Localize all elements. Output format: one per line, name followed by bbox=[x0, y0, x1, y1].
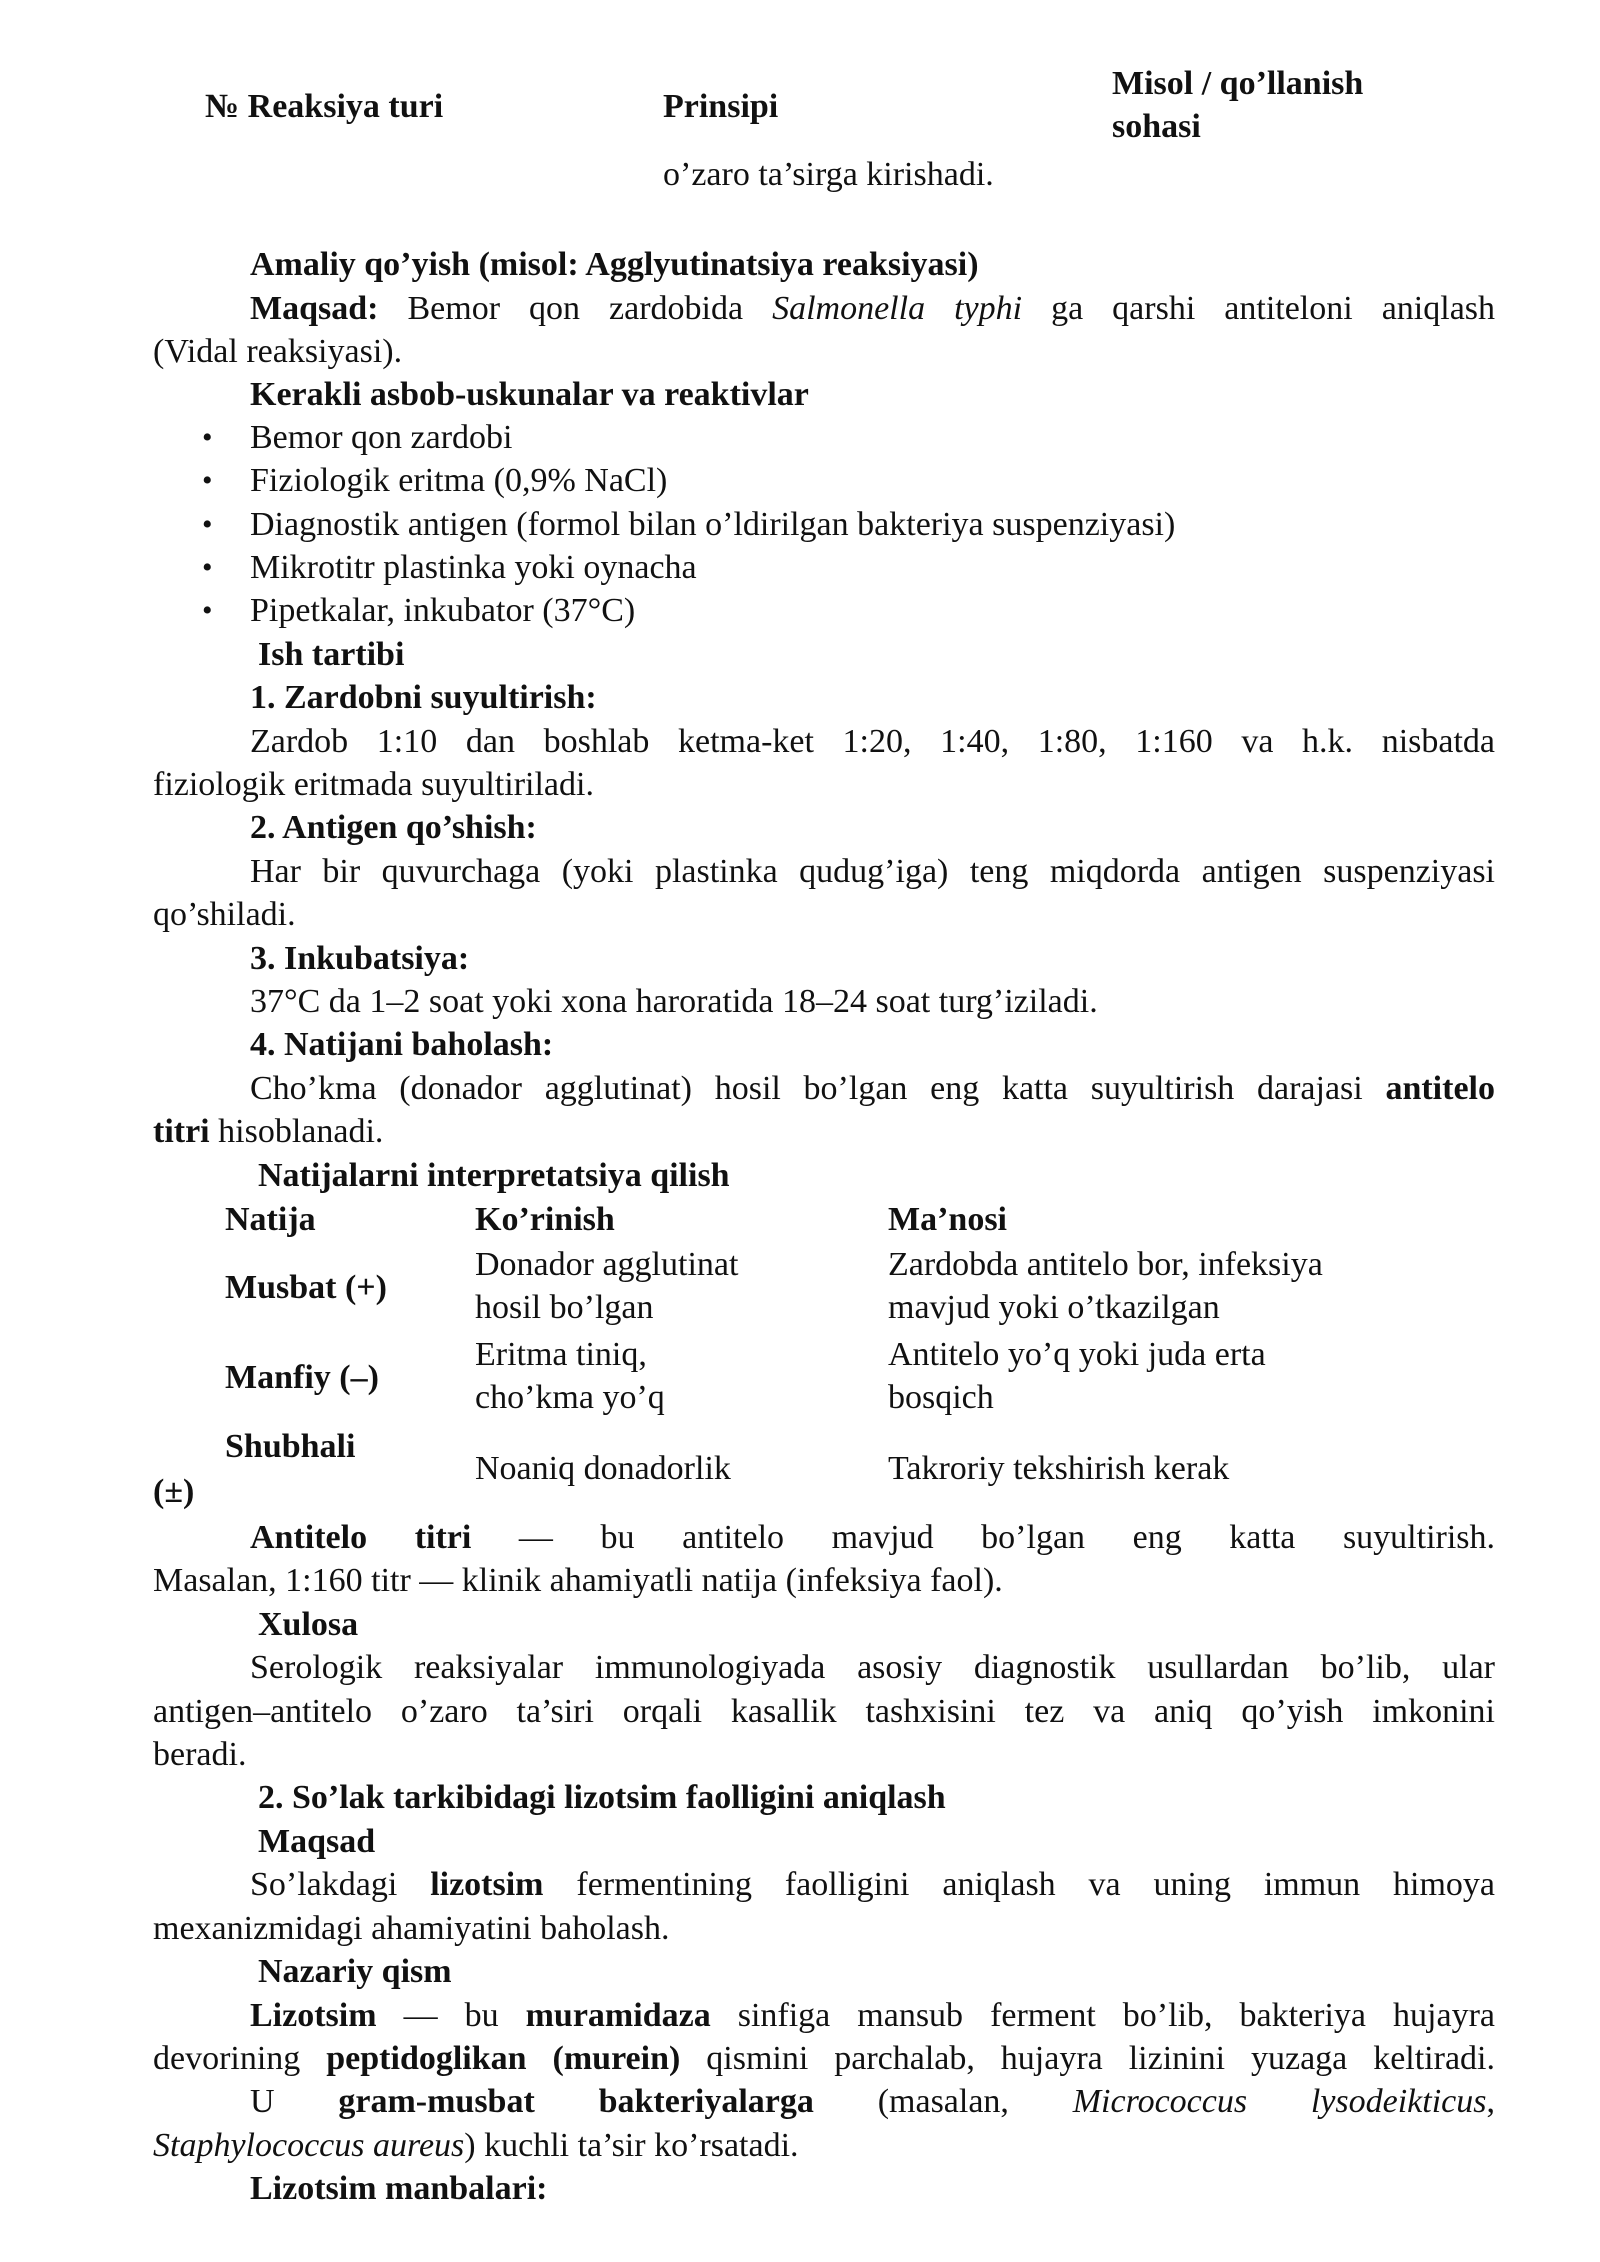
step2-title: 2. Antigen qo’shish: bbox=[250, 809, 537, 846]
table-header-reaction-type: № Reaksiya turi bbox=[205, 88, 444, 125]
aim-paragraph-line1: Maqsad: Bemor qon zardobida Salmonella typhi ga qarshi antiteloni aniqlash bbox=[250, 290, 1496, 327]
interp-row-positive-result: Musbat (+) bbox=[225, 1269, 387, 1306]
interp-row-positive-meaning: Zardobda antitelo bor, infeksiya bbox=[888, 1246, 1323, 1283]
theory-line2: devorining peptidoglikan (murein) qismini parchalab, hujayra lizinini yuzaga keltiradi. bbox=[153, 2040, 1495, 2077]
interp-row-negative-result: Manfiy (–) bbox=[225, 1359, 379, 1396]
materials-item: • Diagnostik antigen (formol bilan o’ldirilgan bakteriya suspenziyasi) bbox=[250, 503, 1175, 546]
interp-row-doubtful-view: Noaniq donadorlik bbox=[475, 1450, 731, 1487]
conclusion-line1: Serologik reaksiyalar immunologiyada asosiy diagnostik usullardan bo’lib, ular bbox=[250, 1649, 1495, 1686]
interp-header-meaning: Ma’nosi bbox=[888, 1201, 1007, 1238]
step4-text-line2: titri hisoblanadi. bbox=[153, 1113, 384, 1150]
practical-heading: Amaliy qo’yish (misol: Agglyutinatsiya reaksiyasi) bbox=[250, 246, 979, 283]
interpretation-heading: Natijalarni interpretatsiya qilish bbox=[258, 1157, 730, 1194]
interp-row-doubtful-meaning: Takroriy tekshirish kerak bbox=[888, 1450, 1230, 1487]
materials-item: • Fiziologik eritma (0,9% NaCl) bbox=[250, 459, 667, 502]
step3-title: 3. Inkubatsiya: bbox=[250, 940, 470, 977]
interp-row-doubtful-result: (±) bbox=[153, 1473, 195, 1510]
step2-text-line2: qo’shiladi. bbox=[153, 896, 296, 933]
interp-header-view: Ko’rinish bbox=[475, 1201, 615, 1238]
step1-title: 1. Zardobni suyultirish: bbox=[250, 679, 597, 716]
step2-text-line1: Har bir quvurchaga (yoki plastinka qudug’iga) teng miqdorda antigen suspenziyasi bbox=[250, 853, 1495, 890]
aim-paragraph-line2: (Vidal reaksiyasi). bbox=[153, 333, 403, 370]
materials-item: • Pipetkalar, inkubator (37°C) bbox=[250, 589, 635, 632]
interp-row-negative-view: cho’kma yo’q bbox=[475, 1379, 665, 1416]
procedure-heading: Ish tartibi bbox=[258, 636, 405, 673]
table-header-principle: Prinsipi bbox=[663, 88, 779, 125]
conclusion-line3: beradi. bbox=[153, 1736, 247, 1773]
titre-definition-line1: Antitelo titri — bu antitelo mavjud bo’lgan eng katta suyultirish. bbox=[250, 1519, 1496, 1556]
lysozyme-sources-heading: Lizotsim manbalari: bbox=[250, 2170, 548, 2207]
theory-line3: U gram-musbat bakteriyalarga (masalan, Micrococcus lysodeikticus, bbox=[250, 2083, 1495, 2120]
step4-text-line1: Cho’kma (donador agglutinat) hosil bo’lgan eng katta suyultirish darajasi antitelo bbox=[250, 1070, 1495, 1107]
step1-text-line1: Zardob 1:10 dan boshlab ketma-ket 1:20, 1:40, 1:80, 1:160 va h.k. nisbatda bbox=[250, 723, 1495, 760]
interp-row-negative-view: Eritma tiniq, bbox=[475, 1336, 647, 1373]
table-header-example-line2: sohasi bbox=[1112, 108, 1201, 145]
titre-definition-line2: Masalan, 1:160 titr — klinik ahamiyatli natija (infeksiya faol). bbox=[153, 1562, 1003, 1599]
theory-line4: Staphylococcus aureus) kuchli ta’sir ko’rsatadi. bbox=[153, 2127, 799, 2164]
theory-line1: Lizotsim — bu muramidaza sinfiga mansub ferment bo’lib, bakteriya hujayra bbox=[250, 1997, 1495, 2034]
interp-row-doubtful-result: Shubhali bbox=[225, 1428, 356, 1465]
materials-item: • Mikrotitr plastinka yoki oynacha bbox=[250, 546, 697, 589]
step4-title: 4. Natijani baholash: bbox=[250, 1026, 554, 1063]
section2-title: 2. So’lak tarkibidagi lizotsim faolligini aniqlash bbox=[258, 1779, 946, 1816]
interp-header-result: Natija bbox=[225, 1201, 316, 1238]
interp-row-positive-view: hosil bo’lgan bbox=[475, 1289, 654, 1326]
interp-row-positive-view: Donador agglutinat bbox=[475, 1246, 739, 1283]
section2-aim-line1: So’lakdagi lizotsim fermentining faolligini aniqlash va uning immun himoya bbox=[250, 1866, 1496, 1903]
interp-row-negative-meaning: Antitelo yo’q yoki juda erta bbox=[888, 1336, 1266, 1373]
materials-item: • Bemor qon zardobi bbox=[250, 416, 513, 459]
theory-heading: Nazariy qism bbox=[258, 1953, 452, 1990]
section2-aim-heading: Maqsad bbox=[258, 1823, 376, 1860]
table-header-example-line1: Misol / qo’llanish bbox=[1112, 65, 1364, 102]
step3-text: 37°C da 1–2 soat yoki xona haroratida 18–24 soat turg’iziladi. bbox=[250, 983, 1098, 1020]
materials-heading: Kerakli asbob-uskunalar va reaktivlar bbox=[250, 376, 809, 413]
interp-row-positive-meaning: mavjud yoki o’tkazilgan bbox=[888, 1289, 1220, 1326]
step1-text-line2: fiziologik eritmada suyultiriladi. bbox=[153, 766, 594, 803]
section2-aim-line2: mexanizmidagi ahamiyatini baholash. bbox=[153, 1910, 670, 1947]
table-cell-continuation: o’zaro ta’sirga kirishadi. bbox=[663, 156, 994, 193]
conclusion-line2: antigen–antitelo o’zaro ta’siri orqali kasallik tashxisini tez va aniq qo’yish imkonini bbox=[153, 1693, 1495, 1730]
conclusion-heading: Xulosa bbox=[258, 1606, 359, 1643]
interp-row-negative-meaning: bosqich bbox=[888, 1379, 994, 1416]
